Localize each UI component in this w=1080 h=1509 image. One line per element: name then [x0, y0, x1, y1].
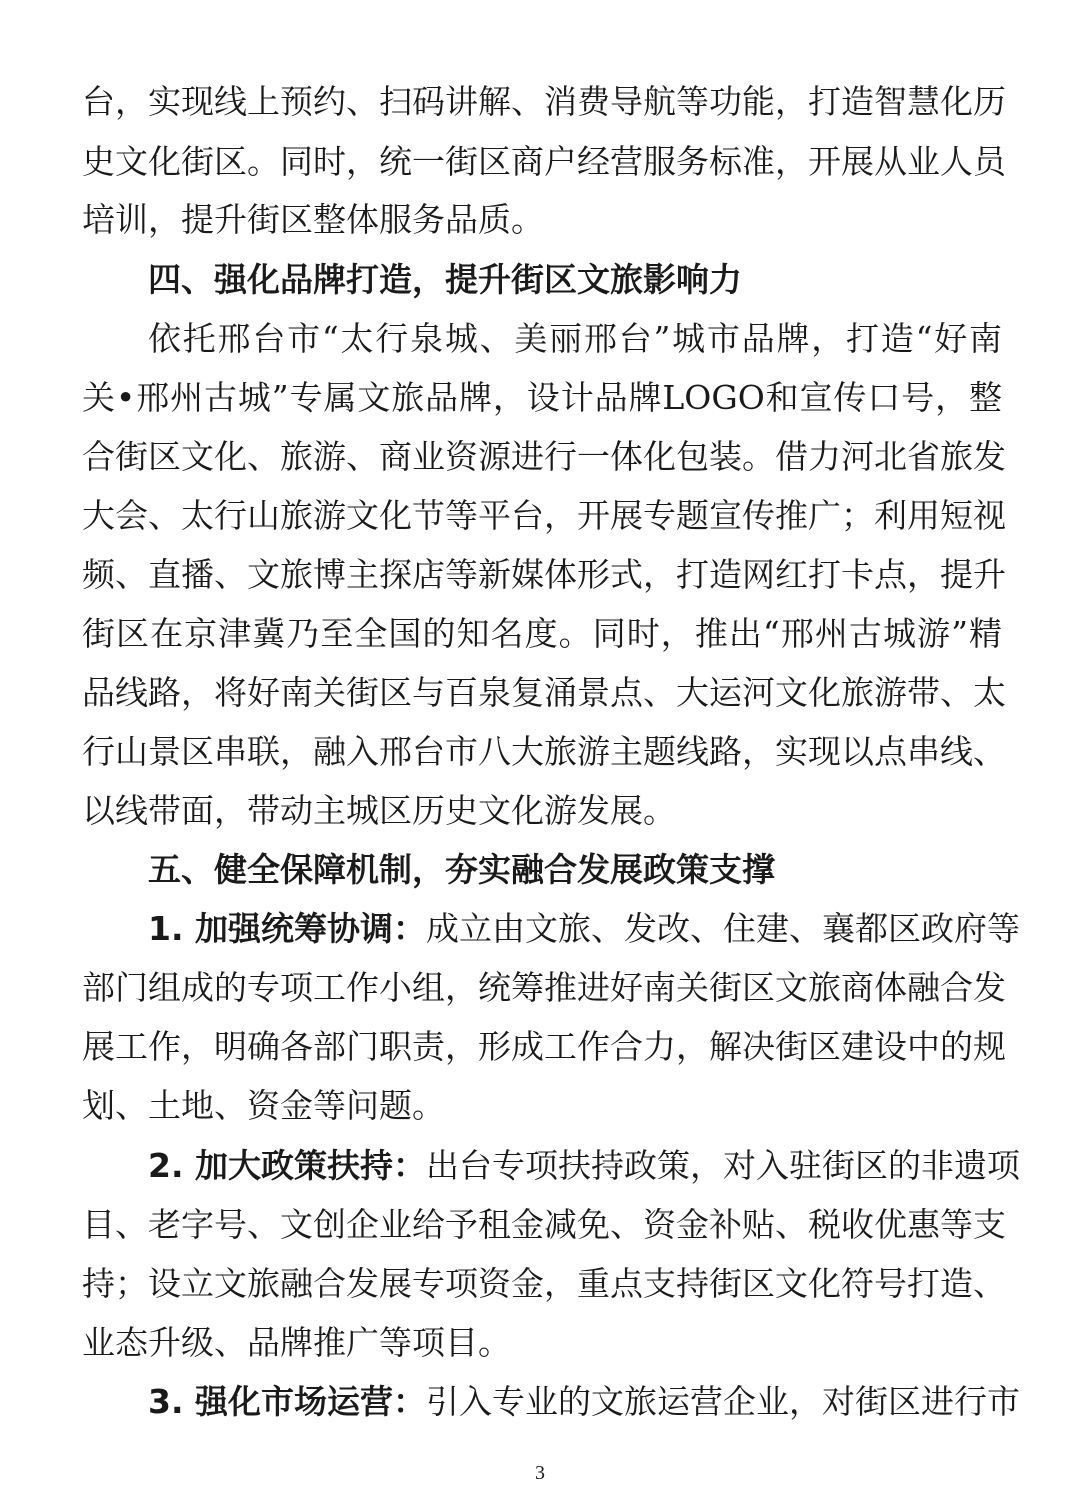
list-item-first-line: [148, 899, 1020, 959]
list-item-text: 成立由文旅、发改、住建、襄都区政府等: [426, 909, 1020, 948]
paragraph-line: 培训，提升街区整体服务品质。: [82, 200, 544, 239]
section-heading: 四、强化品牌打造，提升街区文旅影响力: [148, 260, 742, 299]
paragraph-line: 关•邢州古城”专属文旅品牌，设计品牌LOGO和宣传口号，整: [82, 378, 1002, 417]
paragraph-line: 依托邢台市“太行泉城、美丽邢台”城市品牌，打造“好南: [148, 319, 1002, 358]
list-item-text: 引入专业的文旅运营企业，对街区进行市: [426, 1382, 1020, 1421]
section-heading: 五、健全保障机制，夯实融合发展政策支撑: [148, 850, 775, 889]
paragraph-line: 合街区文化、旅游、商业资源进行一体化包装。借力河北省旅发: [82, 437, 1006, 476]
paragraph-line: 业态升级、品牌推广等项目。: [82, 1323, 511, 1362]
list-item-lead: 2. 加大政策扶持：: [148, 1146, 426, 1185]
paragraph-line: 史文化街区。同时，统一街区商户经营服务标准，开展从业人员: [82, 142, 1006, 181]
list-item-first-line: [148, 1372, 1020, 1432]
list-item-lead: 3. 强化市场运营：: [148, 1382, 426, 1421]
paragraph-line: 以线带面，带动主城区历史文化游发展。: [82, 791, 676, 830]
paragraph-line: 大会、太行山旅游文化节等平台，开展专题宣传推广；利用短视: [82, 496, 1006, 535]
paragraph-line: 部门组成的专项工作小组，统筹推进好南关街区文旅商体融合发: [82, 968, 1006, 1007]
paragraph-line: 持；设立文旅融合发展专项资金，重点支持街区文化符号打造、: [82, 1264, 1006, 1303]
paragraph-line: 台，实现线上预约、扫码讲解、消费导航等功能，打造智慧化历: [82, 82, 1006, 121]
paragraph-line: 划、土地、资金等问题。: [82, 1086, 445, 1125]
list-item-text: 出台专项扶持政策，对入驻街区的非遗项: [426, 1146, 1020, 1185]
paragraph-line: 行山景区串联，融入邢台市八大旅游主题线路，实现以点串线、: [82, 732, 1006, 771]
page-number: 3: [535, 1462, 545, 1484]
paragraph-line: 目、老字号、文创企业给予租金减免、资金补贴、税收优惠等支: [82, 1205, 1006, 1244]
list-item-lead: 1. 加强统筹协调：: [148, 909, 426, 948]
paragraph-line: 街区在京津冀乃至全国的知名度。同时，推出“邢州古城游”精: [82, 614, 1002, 653]
list-item-first-line: [148, 1136, 1020, 1196]
paragraph-line: 频、直播、文旅博主探店等新媒体形式，打造网红打卡点，提升: [82, 555, 1006, 594]
paragraph-line: 展工作，明确各部门职责，形成工作合力，解决街区建设中的规: [82, 1027, 1006, 1066]
paragraph-line: 品线路，将好南关街区与百泉复涌景点、大运河文化旅游带、太: [82, 673, 1006, 712]
